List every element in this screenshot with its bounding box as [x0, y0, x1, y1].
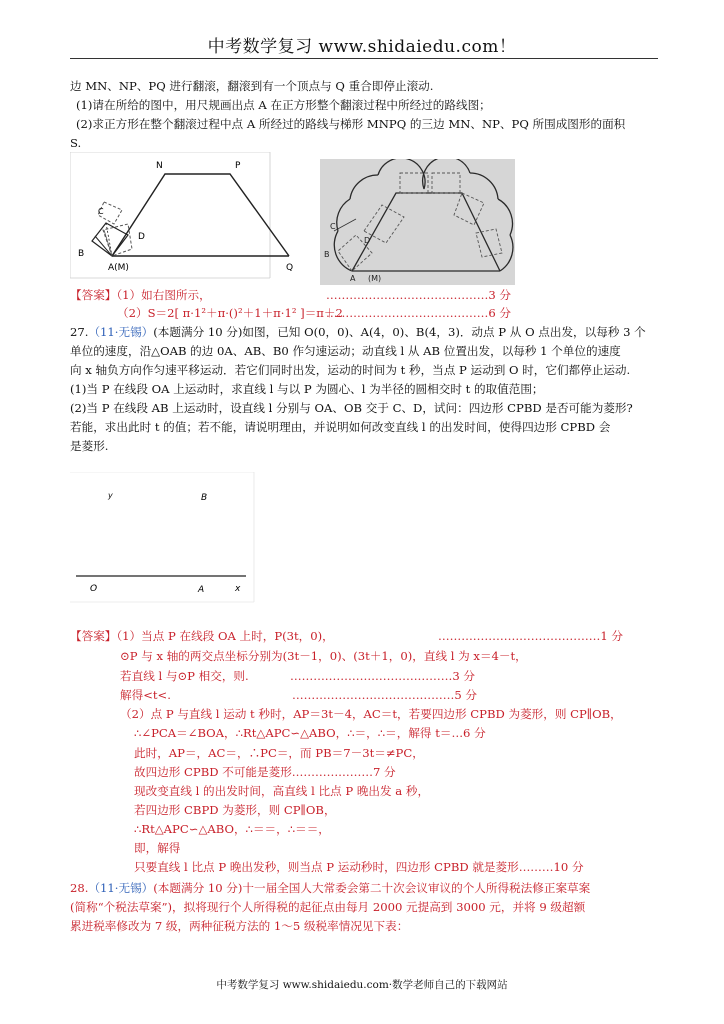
label-am: A(M) [108, 263, 129, 273]
q27-answer-5: （2）点 P 与直线 l 运动 t 秒时，AP＝3t－4，AC＝t，若要四边形 CPBD 为菱形，则 CP∥OB， [120, 707, 622, 721]
q26-line-4: S. [70, 136, 82, 150]
q27-line-4: (1)当 P 在线段 OA 上运动时，求直线 l 与以 P 为圆心、l 为半径的圆相交时 t 的取值范围； [70, 382, 544, 396]
q26-rolling-path-figure [320, 159, 515, 285]
q28-line-3: 累进税率修改为 7 级，两种征税方法的 1～5 级税率情况见下表： [70, 919, 409, 933]
q28-source: （11·无锡） [88, 881, 154, 895]
q27-answer-9: 现改变直线 l 的出发时间，高直线 l 比点 P 晚出发 a 秒， [134, 784, 430, 798]
q27-answer-3: 若直线 l 与⊙P 相交，则. [120, 669, 249, 683]
q27-line-5: (2)当 P 在线段 AB 上运动时，设直线 l 分别与 OA、OB 交于 C、D，试问：四边形 CPBD 是否可能为菱形? [70, 401, 633, 415]
photo-label-d: D [364, 236, 371, 245]
q27-answer-7: 此时，AP＝，AC＝，∴PC＝，而 PB＝7－3t＝≠PC， [134, 746, 424, 760]
label-n: N [156, 161, 163, 171]
q27-answer-6: ∴∠PCA＝∠BOA，∴Rt△APC∽△ABO，∴＝，∴＝，解得 t＝…6 分 [134, 726, 486, 740]
answer-tag: 【答案】 [70, 629, 117, 643]
photo-label-b: B [324, 250, 330, 259]
q27-answer-1 [70, 627, 334, 645]
q27-line-3: 向 x 轴负方向作匀速平移运动．若它们同时出发，运动的时间为 t 秒，当点 P 运动到 O 时，它们都停止运动. [70, 363, 631, 377]
photo-label-a: A [350, 274, 356, 283]
q27-answer-1-score: ……………………………………1 分 [438, 629, 623, 643]
q26-trapezoid-figure [70, 152, 310, 282]
q27-answer-13: 只要直线 l 比点 P 晚出发秒，则当点 P 运动秒时，四边形 CPBD 就是菱形………10 分 [134, 860, 584, 874]
q27-line-6: 若能，求出此时 t 的值；若不能，请说明理由，并说明如何改变直线 l 的出发时间，使得四边形 CPBD 会 [70, 420, 611, 434]
q26-line-1: 边 MN、NP、PQ 进行翻滚，翻滚到有一个顶点与 Q 重合即停止滚动. [70, 79, 434, 93]
q27-source: （11·无锡） [88, 325, 154, 339]
point-label-a: A [198, 585, 205, 595]
answer-tag: 【答案】 [70, 288, 117, 302]
q27-answer-1-text: （1）当点 P 在线段 OA 上时，P(3t，0)， [116, 629, 334, 643]
label-b: B [78, 249, 85, 259]
axis-label-y: y [108, 491, 113, 500]
point-label-o: O [90, 584, 98, 594]
q28-line-1-text: (本题满分 10 分)十一届全国人大常委会第二十次会议审议的个人所得税法修正案草案 [153, 881, 591, 895]
q26-answer-1-score: ……………………………………3 分 [326, 288, 511, 302]
q27-answer-10: 若四边形 CBPD 为菱形，则 CP∥OB， [134, 803, 336, 817]
q26-answer-2-score: ……………………………………6 分 [326, 306, 511, 320]
q28-line-1 [70, 879, 590, 897]
q27-line-7: 是菱形. [70, 439, 109, 453]
q26-answer-1 [70, 286, 211, 304]
q27-answer-4-score: ……………………………………5 分 [292, 688, 477, 702]
label-q: Q [286, 263, 294, 273]
q27-answer-12: 即，解得 [134, 841, 181, 855]
q27-line-2: 单位的速度，沿△OAB 的边 0A、AB、B0 作匀速运动；动直线 l 从 AB 位置出发，以每秒 1 个单位的速度 [70, 344, 621, 358]
q26-line-3: (2)求正方形在整个翻滚过程中点 A 所经过的路线与梯形 MNPQ 的三边 MN、NP、PQ 所围成图形的面积 [76, 117, 626, 131]
q26-answer-1-text: （1）如右图所示， [116, 288, 211, 302]
q28-number: 28. [70, 881, 89, 895]
q28-line-2: (简称“个税法草案”)，拟将现行个人所得税的起征点由每月 2000 元提高到 3000 元，并将 9 级超额 [70, 900, 586, 914]
point-label-b: B [201, 493, 208, 503]
label-c: C [98, 207, 104, 216]
q26-answer-2: （2）S＝2[ π·1²＋π·()²＋1＋π·1² ]＝π＋2 [117, 306, 343, 320]
q27-line-1-text: (本题满分 10 分)如图，已知 O(0，0)、A(4，0)、B(4，3)．动点 P 从 O 点出发，以每秒 3 个 [153, 325, 646, 339]
page-footer: 中考数学复习 www.shidaiedu.com·数学老师自己的下载网站 [216, 979, 508, 991]
q27-answer-11: ∴Rt△APC∽△ABO，∴＝＝，∴＝＝， [134, 822, 330, 836]
q27-answer-8: 故四边形 CPBD 不可能是菱形…………………7 分 [134, 765, 396, 779]
header-divider [70, 58, 658, 59]
label-d: D [138, 232, 145, 242]
q26-line-2: (1)请在所给的图中，用尺规画出点 A 在正方形整个翻滚过程中所经过的路线图； [76, 98, 491, 112]
q27-answer-3-score: ……………………………………3 分 [290, 669, 475, 683]
photo-label-c: C [330, 222, 336, 231]
q27-line-1 [70, 323, 646, 341]
page-header: 中考数学复习 www.shidaiedu.com！ [207, 37, 517, 57]
q27-axes-figure [70, 472, 260, 604]
photo-label-m: (M) [368, 274, 382, 283]
q27-answer-2: ⊙P 与 x 轴的两交点坐标分别为(3t－1，0)、(3t＋1，0)，直线 l 为 x＝4－t， [120, 649, 527, 663]
q27-number: 27. [70, 325, 89, 339]
axis-label-x: x [235, 584, 241, 594]
label-p: P [235, 161, 241, 171]
q27-answer-4: 解得<t<. [120, 688, 171, 702]
